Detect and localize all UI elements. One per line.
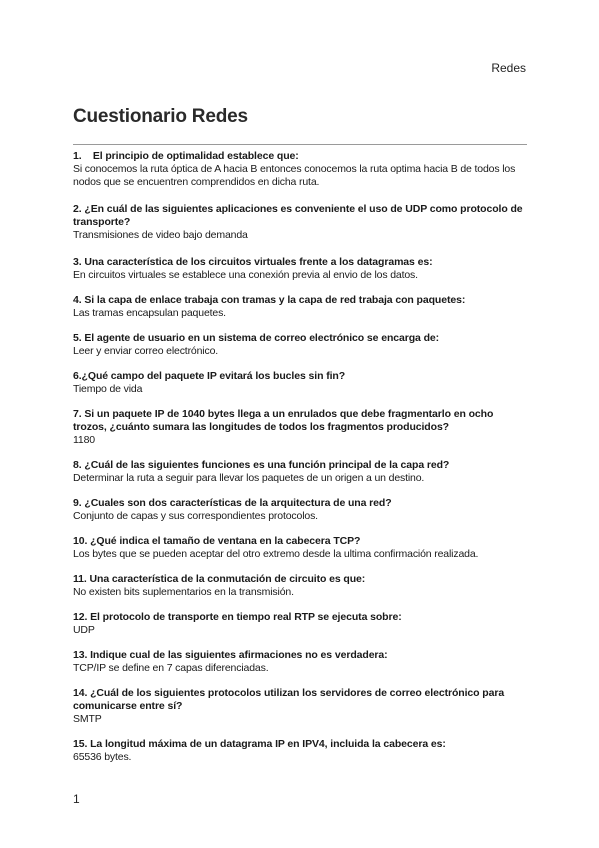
question-text: 14. ¿Cuál de los siguientes protocolos utilizan los servidores de correo electrónico para comunicarse entre sí? xyxy=(73,687,505,712)
question-list xyxy=(73,150,527,764)
question-item-11 xyxy=(73,573,527,599)
question-item-10 xyxy=(73,535,527,561)
answer-text: En circuitos virtuales se establece una conexión previa al envio de los datos. xyxy=(73,269,418,281)
answer-text: Determinar la ruta a seguir para llevar los paquetes de un origen a un destino. xyxy=(73,472,425,484)
answer-text: No existen bits suplementarios en la transmisión. xyxy=(73,586,294,598)
question-text: 2. ¿En cuál de las siguientes aplicaciones es conveniente el uso de UDP como protocolo de transporte? xyxy=(73,203,523,228)
running-header: Redes xyxy=(491,61,526,75)
question-item-2 xyxy=(73,203,527,242)
question-item-6 xyxy=(73,370,527,396)
answer-text: TCP/IP se define en 7 capas diferenciadas. xyxy=(73,662,269,674)
question-text: 6.¿Qué campo del paquete IP evitará los bucles sin fin? xyxy=(73,370,346,382)
answer-text: SMTP xyxy=(73,713,102,725)
question-item-3 xyxy=(73,256,527,282)
question-item-14 xyxy=(73,687,527,726)
question-item-12 xyxy=(73,611,527,637)
question-text: 3. Una característica de los circuitos virtuales frente a los datagramas es: xyxy=(73,256,433,268)
question-text: 4. Si la capa de enlace trabaja con tramas y la capa de red trabaja con paquetes: xyxy=(73,294,466,306)
question-text: 15. La longitud máxima de un datagrama IP en IPV4, incluida la cabecera es: xyxy=(73,738,446,750)
question-item-1 xyxy=(73,150,527,189)
question-text: 7. Si un paquete IP de 1040 bytes llega a un enrulados que debe fragmentarlo en ocho trozos, ¿cuánto sumara las longitudes de todos los fragmentos producidos? xyxy=(73,408,494,433)
answer-text: 65536 bytes. xyxy=(73,751,132,763)
page-number: 1 xyxy=(73,792,80,806)
question-item-13 xyxy=(73,649,527,675)
title-divider xyxy=(73,144,527,145)
question-text: 10. ¿Qué indica el tamaño de ventana en la cabecera TCP? xyxy=(73,535,361,547)
question-item-5 xyxy=(73,332,527,358)
question-item-15 xyxy=(73,738,527,764)
question-item-8 xyxy=(73,459,527,485)
answer-text: Las tramas encapsulan paquetes. xyxy=(73,307,226,319)
answer-text: UDP xyxy=(73,624,95,636)
answer-text: Conjunto de capas y sus correspondientes protocolos. xyxy=(73,510,318,522)
answer-text: Leer y enviar correo electrónico. xyxy=(73,345,219,357)
question-text: 9. ¿Cuales son dos características de la arquitectura de una red? xyxy=(73,497,392,509)
answer-text: Si conocemos la ruta óptica de A hacia B entonces conocemos la ruta optima hacia B de todos los nodos que se encuentren comprendidos en dicha ruta. xyxy=(73,163,516,188)
question-item-7 xyxy=(73,408,527,447)
question-text: 13. Indique cual de las siguientes afirmaciones no es verdadera: xyxy=(73,649,388,661)
question-text: 5. El agente de usuario en un sistema de correo electrónico se encarga de: xyxy=(73,332,440,344)
answer-text: Transmisiones de video bajo demanda xyxy=(73,229,248,241)
question-text: 1. El principio de optimalidad establece que: xyxy=(73,150,299,162)
answer-text: Tiempo de vida xyxy=(73,383,143,395)
answer-text: Los bytes que se pueden aceptar del otro extremo desde la ultima confirmación realizada. xyxy=(73,548,479,560)
question-text: 12. El protocolo de transporte en tiempo real RTP se ejecuta sobre: xyxy=(73,611,402,623)
question-item-4 xyxy=(73,294,527,320)
question-item-9 xyxy=(73,497,527,523)
document-title: Cuestionario Redes xyxy=(73,106,248,127)
question-text: 8. ¿Cuál de las siguientes funciones es una función principal de la capa red? xyxy=(73,459,450,471)
question-text: 11. Una característica de la conmutación de circuito es que: xyxy=(73,573,366,585)
answer-text: 1180 xyxy=(73,434,95,446)
